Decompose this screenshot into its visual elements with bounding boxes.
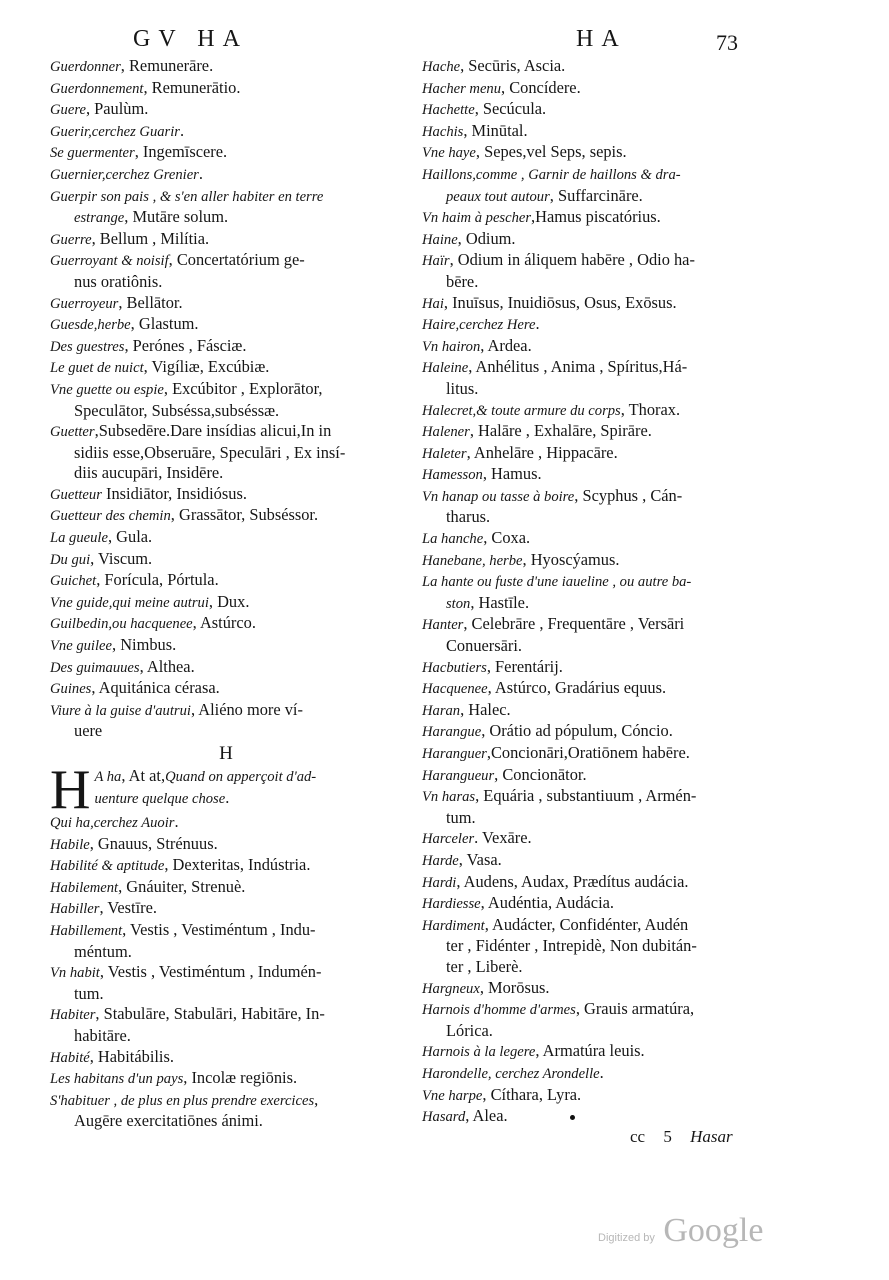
list-item [422,657,767,679]
list-item [50,443,402,464]
entry-term: Haire,cerchez Here [422,317,536,334]
entry-term: Harde [422,852,459,869]
list-item [50,121,402,143]
entry-gloss: , Minūtal. [463,120,528,140]
list-item [50,401,402,422]
list-item [50,1090,402,1112]
entry-gloss: ,Concionāri,Oratiōnem habēre. [486,743,690,762]
list-item [422,678,767,700]
entry-term: uenture quelque chose [94,790,226,807]
entry-gloss: , Secūris, Ascia. [460,56,566,75]
entry-gloss: , Anhelāre , Hippacāre. [466,442,618,462]
entry-term: peaux tout autour [446,188,550,205]
entry-term: Guerir,cerchez Guarir [50,123,180,140]
entry-term: Hai [422,295,444,312]
entry-term: Se guermenter [50,145,135,162]
entry-gloss: , Remunerāre. [120,56,214,75]
entry-term: Hacher menu [422,80,502,97]
entry-term: Hacquenee [422,681,488,698]
entry-term: Hasard [422,1109,466,1126]
list-item [50,186,402,208]
entry-gloss: , Orátio ad pópulum, Cóncio. [481,721,673,741]
list-item [50,1111,402,1132]
list-item [422,614,767,636]
entry-term: Hamesson [422,467,483,484]
entry-gloss: , Sepes,vel Seps, sepis. [475,142,627,162]
list-item [50,1047,402,1069]
list-item [50,1068,402,1090]
list-item [422,721,767,743]
list-item [50,812,402,834]
entry-gloss: habitāre. [74,1025,131,1045]
entry-term: Harnois à la legere [422,1044,536,1061]
entry-term: Habiter [50,1007,96,1024]
list-item [422,593,767,615]
entry-gloss: , Equária , substantiuum , Armén- [475,786,697,806]
entry-gloss: , Morōsus. [479,977,550,997]
list-item [422,78,767,100]
entry-term: Les habitans d'un pays [50,1071,184,1088]
entry-term: Hardi [422,874,457,891]
list-item [50,250,402,272]
entry-gloss: . [225,787,230,807]
entry-term: Vne guette ou espie [50,381,164,398]
entry-gloss: , Thorax. [620,399,681,419]
entry-gloss: , Audens, Audax, Prædítus audácia. [456,871,689,891]
list-item [50,379,402,401]
entry-term: Des guimauues [50,659,140,676]
list-item [422,850,767,872]
entry-term: Guichet [50,573,97,590]
entry-term: Hardiment [422,917,485,934]
entry-gloss: . [174,812,179,831]
entry-term: Guere [50,102,86,119]
entry-gloss: sidiis esse,Obseruāre, Speculāri , Ex insí- [74,442,346,462]
entry-gloss: , Coxa. [483,528,531,548]
entry-gloss: tharus. [446,507,491,527]
list-item [422,164,767,186]
entry-gloss: Augēre exercitatiōnes ánimi. [74,1111,263,1131]
list-item [422,872,767,894]
entry-term: Le guet de nuict [50,360,144,377]
entry-gloss: , Stabulāre, Stabulāri, Habitāre, In- [95,1004,325,1024]
entry-gloss: ,Subsedēre.Dare insídias alicui,In in [94,421,332,441]
entry-gloss: , Halāre , Exhalāre, Spirāre. [469,421,652,441]
list-item [422,636,767,657]
entry-gloss: méntum. [74,941,132,961]
list-item [50,635,402,657]
list-item [422,486,767,508]
list-item [50,984,402,1005]
list-item [422,915,767,937]
entry-gloss: , Vestis , Vestiméntum , Indu- [122,919,316,939]
list-item [50,229,402,251]
entry-gloss: . [599,1062,604,1082]
list-item [50,1004,402,1026]
entry-term: Des guestres [50,338,125,355]
entry-term: A ha [94,769,122,785]
list-item [422,293,767,315]
entry-term: Vne guide,qui meine autrui [50,594,209,611]
list-item [422,142,767,164]
list-item [50,56,402,78]
entry-term: Haine [422,231,458,248]
entry-gloss: . [198,163,203,183]
entry-gloss: Conuersāri. [446,636,523,656]
list-item [50,505,402,527]
ornament-dot [570,1115,575,1120]
list-item [50,421,402,443]
running-head-left: GV HA [133,26,248,52]
entry-term: Haïr [422,253,450,270]
list-item [422,443,767,465]
list-item [50,207,402,229]
entry-gloss: , Concídere. [501,77,581,97]
right-entries [422,56,767,1128]
entry-gloss: , Mutāre solum. [124,207,229,227]
list-item [50,357,402,379]
entry-gloss: , Nimbus. [112,635,177,655]
list-item [50,164,402,186]
google-logo: Google [663,1212,764,1249]
entry-term: Harceler [422,831,475,848]
entry-term: La hante ou fuste d'une iaueline , ou autre ba- [422,574,692,591]
list-item [422,571,767,593]
entry-gloss: , Forícula, Pórtula. [96,570,219,590]
entry-gloss: bēre. [446,271,479,291]
entry-term: Vn haim à pescher [422,210,532,227]
entry-gloss: . Vexāre. [474,828,532,848]
entry-gloss: , Ferentárij. [486,656,563,676]
entry-gloss: , Audácter, Confidénter, Audén [484,914,689,934]
entry-term: Haran [422,702,461,719]
catchline [630,1127,733,1147]
entry-gloss: uere [74,721,103,741]
list-item [422,357,767,379]
drop-cap: H [50,766,91,812]
list-item [50,898,402,920]
entry-gloss: , Perónes , Fásciæ. [124,335,247,355]
entry-term: Harondelle, cerchez Arondelle [422,1065,600,1082]
list-item [422,700,767,722]
entry-gloss: , Secúcula. [474,99,547,119]
entry-gloss: , Dexteritas, Indústria. [164,855,311,875]
list-item [422,999,767,1021]
entry-term: Quand on apperçoit d'ad- [165,769,317,785]
list-item [422,272,767,293]
signature-mark: cc [630,1127,646,1146]
entry-term: Vn hanap ou tasse à boire [422,488,575,505]
entry-term: Hargneux [422,980,480,997]
entry-gloss: , Astúrco, Gradárius equus. [487,678,667,698]
entry-term: Halecret,& toute armure du corps [422,402,621,419]
entry-gloss: , Astúrco. [192,613,256,633]
entry-term: Hanebane, herbe [422,552,523,569]
entry-term: S'habituer , de plus en plus prendre exercices [50,1092,315,1109]
list-item [422,550,767,572]
entry-gloss: nus oratiônis. [74,271,163,291]
entry-gloss: . [535,314,540,334]
list-item [422,336,767,358]
list-item [50,613,402,635]
entry-gloss: , Aquitánica cérasa. [91,678,220,698]
list-item [422,507,767,528]
entry-gloss: ter , Fidénter , Intrepidè, Non dubitán- [446,936,697,956]
entry-term: Viure à la guise d'autrui [50,702,191,719]
entry-term: La hanche [422,531,484,548]
list-item [50,700,402,722]
signature-number: 5 [663,1127,672,1146]
entry-gloss: ,Hamus piscatórius. [531,207,661,227]
entry-gloss: ter , Liberè. [446,956,523,976]
entry-term: Guerdonnement [50,80,144,97]
list-item [422,464,767,486]
entry-term: Guerdonner [50,59,121,75]
list-item [422,421,767,443]
entry-term: Guerpir son pais , & s'en aller habiter en terre [50,188,324,205]
entry-term: Vn haras [422,789,476,806]
entry-gloss: litus. [446,378,479,398]
list-item [422,1085,767,1107]
entry-gloss: Insidiātor, Insidiósus. [101,483,247,503]
entry-term: Vne guilee [50,638,112,655]
entry-term: Harangue [422,724,482,741]
entry-gloss: , Halec. [460,699,511,719]
entry-term: Habile [50,836,90,853]
entry-term: Guetter [50,424,95,441]
entry-term: Harangueur [422,767,495,784]
entry-gloss: . [179,120,185,140]
entry-term: Du gui [50,551,91,568]
entry-gloss: , Concionātor. [494,764,587,784]
entry-term: ston [446,595,471,612]
entry-term: Habiller [50,901,100,918]
list-item [50,855,402,877]
entry-term: Hachis [422,123,464,140]
entry-gloss: , Bellātor. [118,292,183,312]
entry-term: Guesde,herbe [50,317,131,334]
list-item [422,314,767,336]
entry-gloss: , Excúbitor , Explorātor, [163,378,323,398]
list-item [50,336,402,358]
entry-term: Vn hairon [422,338,481,355]
entry-term: Vne haye [422,145,476,162]
list-item [422,250,767,272]
entry-term: Hache [422,59,461,75]
list-item [422,229,767,251]
right-column [422,56,767,1128]
list-item [50,592,402,614]
list-item [50,142,402,164]
left-entries-continued [50,812,402,1132]
list-item [50,877,402,899]
entry-term: Guerre [50,231,92,248]
list-item [50,293,402,315]
entry-term: Habité [50,1049,90,1066]
list-item [422,743,767,765]
entry-gloss: tum. [446,807,476,827]
entry-term: Guerroyant & noisif [50,253,169,270]
list-item [422,528,767,550]
entry-term: Habilité & aptitude [50,858,165,875]
running-head-right: HA [576,26,627,52]
entry-gloss: , Paulùm. [85,99,149,119]
list-item [50,920,402,942]
entry-gloss: , Ardea. [480,335,532,355]
list-item [50,570,402,592]
entry-gloss: , Vestis , Vestiméntum , Indumén- [99,962,322,982]
entry-gloss: , Ingemīscere. [134,142,228,162]
entry-gloss: , Odium. [457,228,516,248]
entry-gloss: , Althea. [139,656,195,676]
digitized-watermark [598,1212,763,1250]
left-entries [50,56,402,742]
list-item [422,1063,767,1085]
entry-term: Haillons,comme , Garnir de haillons & dra- [422,166,681,183]
entry-gloss: , At at, [121,766,166,785]
entry-term: Hardiesse [422,896,481,913]
list-item [422,99,767,121]
page-number: 73 [716,30,738,55]
list-item [50,721,402,742]
section-heading: H [219,743,233,764]
entry-gloss: , Anhélitus , Anima , Spíritus,Há- [468,357,688,377]
entry-term: Haranguer [422,746,487,762]
entry-gloss: , Grassātor, Subséssor. [170,505,319,525]
entry-gloss: , Gnáuiter, Strenuè. [118,876,246,896]
list-item [50,766,402,788]
entry-gloss: , Aliéno more ví- [190,699,303,719]
entry-term: Qui ha,cerchez Auoir [50,815,175,831]
list-item [50,78,402,100]
list-item [50,788,402,810]
list-item [422,936,767,957]
entry-gloss: Lórica. [446,1020,493,1040]
entry-gloss: , Suffarcināre. [549,185,643,205]
entry-gloss: , Viscum. [90,548,153,568]
entry-term: Guines [50,681,92,698]
entry-gloss: , Hamus. [482,464,542,484]
entry-gloss: , Audéntia, Audácia. [480,893,615,913]
list-item [422,1041,767,1063]
entry-gloss: , Dux. [208,591,250,611]
entry-gloss: , Concertatórium ge- [168,250,305,270]
entry-term: Guernier,cerchez Grenier [50,166,199,183]
entry-term: La gueule [50,530,108,547]
entry-gloss: , Hastīle. [470,592,530,612]
entry-gloss: , Hyoscýamus. [522,549,620,569]
list-item [50,678,402,700]
entry-term: Vne harpe [422,1087,483,1104]
list-item [422,765,767,787]
entry-gloss: , Remunerātio. [143,77,241,97]
entry-term: Hanter [422,617,464,634]
list-item [50,834,402,856]
list-item [50,527,402,549]
list-item [422,893,767,915]
list-item [50,463,402,484]
list-item [422,56,767,78]
entry-term: Guerroyeur [50,295,119,312]
entry-gloss: tum. [74,983,104,1003]
list-item [422,808,767,829]
entry-gloss: , Glastum. [130,314,199,334]
entry-gloss: , Cíthara, Lyra. [482,1084,582,1104]
entry-term: Guilbedin,ou hacquenee [50,616,193,633]
entry-gloss: , Scyphus , Cán- [574,485,683,505]
entry-term: estrange [74,210,125,227]
catchword: Hasar [690,1127,733,1146]
entry-term: Guetteur des chemin [50,508,171,525]
entry-term: Hachette [422,102,475,119]
entry-term: Habillement [50,922,123,939]
list-item [422,400,767,422]
watermark-prefix: Digitized by [598,1232,655,1244]
entry-gloss: Speculātor, Subséssa,subséssæ. [74,400,280,420]
entry-gloss: , Armatúra leuis. [535,1041,645,1061]
list-item [422,1021,767,1042]
drop-cap-paragraph [50,766,402,812]
entry-gloss: , Gula. [107,527,153,547]
entry-term: Guetteur [50,486,102,503]
entry-gloss: , Vestīre. [99,898,157,918]
list-item [422,957,767,978]
entry-gloss: , Bellum , Milítia. [91,228,210,248]
list-item [422,186,767,208]
entry-term: Haleine [422,360,469,377]
list-item [50,99,402,121]
entry-term: Hacbutiers [422,659,487,676]
list-item [422,207,767,229]
list-item [50,549,402,571]
entry-gloss: , Gnauus, Strénuus. [89,833,218,853]
list-item [422,828,767,850]
entry-gloss: , Grauis armatúra, [575,999,695,1019]
left-column [50,56,402,1132]
entry-gloss: , Habitábilis. [89,1046,174,1066]
entry-gloss: , Incolæ regiōnis. [183,1068,298,1088]
entry-term: Vn habit [50,965,100,982]
entry-term: Habilement [50,879,119,896]
entry-gloss: , Celebrāre , Frequentāre , Versāri [463,614,685,634]
entry-term: Haleter [422,445,467,462]
list-item [422,379,767,400]
list-item [422,786,767,808]
list-item [50,1026,402,1047]
entry-gloss: , Vigíliæ, Excúbiæ. [143,357,270,377]
list-item [422,121,767,143]
list-item [50,272,402,293]
entry-gloss: , Inuīsus, Inuidiōsus, Osus, Exōsus. [443,292,677,312]
list-item [50,484,402,506]
entry-gloss: , Vasa. [458,849,502,869]
entry-gloss: , Alea. [465,1106,508,1126]
entry-term: Halener [422,424,470,441]
entry-gloss: , Odium in áliquem habēre , Odio ha- [449,250,695,270]
list-item [50,962,402,984]
entry-gloss: , [314,1089,319,1109]
list-item [50,942,402,963]
list-item [422,978,767,1000]
entry-gloss: diis aucupāri, Insidēre. [74,463,224,483]
entry-term: Harnois d'homme d'armes [422,1002,576,1019]
list-item [422,1106,767,1128]
list-item [50,314,402,336]
list-item [50,657,402,679]
